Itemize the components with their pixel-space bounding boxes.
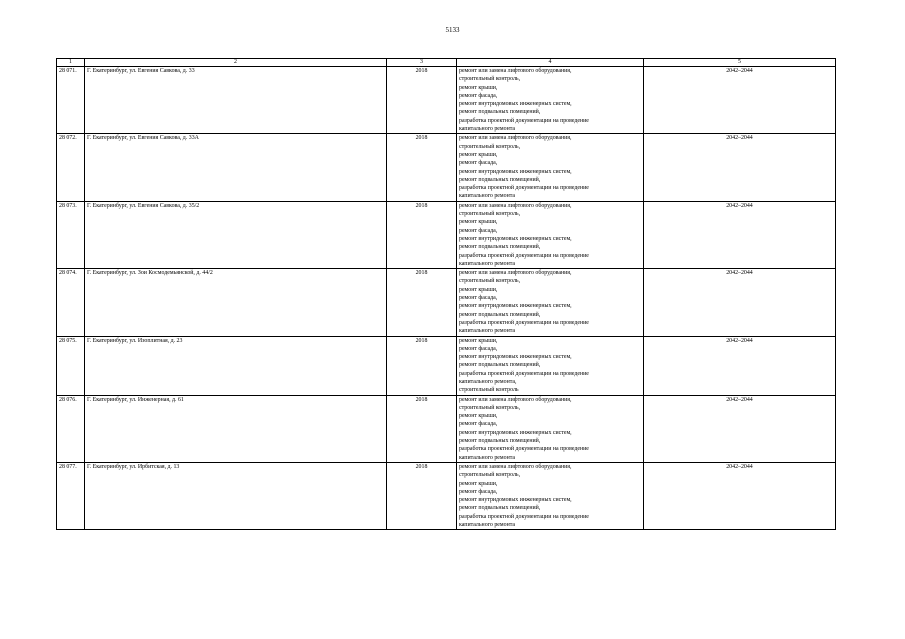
address-cell: Г. Екатеринбург, ул. Инженерная, д. 61 bbox=[85, 395, 387, 462]
year-cell: 2018 bbox=[387, 134, 457, 201]
work-item: строительный контроль, bbox=[459, 472, 521, 479]
work-item: строительный контроль, bbox=[459, 143, 521, 150]
capital-repair-table bbox=[56, 58, 836, 530]
works-cell bbox=[457, 395, 644, 462]
work-item: ремонт или замена лифтового оборудования, bbox=[459, 135, 572, 142]
table-row bbox=[57, 462, 836, 529]
work-item: разработка проектной документации на проведение bbox=[459, 185, 589, 192]
work-item: капитального ремонта bbox=[459, 193, 515, 200]
work-item: капитального ремонта bbox=[459, 522, 515, 529]
works-cell bbox=[457, 201, 644, 268]
address-cell: Г. Екатеринбург, ул. Евгения Савкова, д. 33 bbox=[85, 67, 387, 134]
work-item: разработка проектной документации на проведение bbox=[459, 252, 589, 259]
work-item: строительный контроль, bbox=[459, 211, 521, 218]
work-item: ремонт внутридомовых инженерных систем, bbox=[459, 354, 572, 361]
year-cell: 2018 bbox=[387, 336, 457, 395]
work-item: ремонт фасада, bbox=[459, 227, 498, 234]
work-item: капитального ремонта bbox=[459, 260, 515, 267]
work-item: ремонт фасада, bbox=[459, 92, 498, 99]
works-cell bbox=[457, 269, 644, 336]
work-item: строительный контроль, bbox=[459, 404, 521, 411]
work-item: разработка проектной документации на проведение bbox=[459, 513, 589, 520]
works-cell bbox=[457, 134, 644, 201]
work-item: ремонт фасада, bbox=[459, 488, 498, 495]
header-cell-3: 3 bbox=[387, 59, 457, 67]
table-row bbox=[57, 67, 836, 134]
work-item: ремонт фасада, bbox=[459, 160, 498, 167]
work-item: ремонт внутридомовых инженерных систем, bbox=[459, 497, 572, 504]
work-item: ремонт подвальных помещений, bbox=[459, 244, 541, 251]
year-cell: 2018 bbox=[387, 201, 457, 268]
period-cell: 2042–2044 bbox=[644, 269, 836, 336]
works-cell bbox=[457, 462, 644, 529]
header-cell-4: 4 bbox=[457, 59, 644, 67]
work-item: ремонт крыши, bbox=[459, 219, 498, 226]
work-item: строительный контроль, bbox=[459, 278, 521, 285]
period-cell: 2042–2044 bbox=[644, 462, 836, 529]
work-item: ремонт подвальных помещений, bbox=[459, 176, 541, 183]
work-item: ремонт внутридомовых инженерных систем, bbox=[459, 429, 572, 436]
work-item: строительный контроль bbox=[459, 387, 519, 394]
table-row bbox=[57, 201, 836, 268]
address-cell: Г. Екатеринбург, ул. Зои Космодемьянской, д. 44/2 bbox=[85, 269, 387, 336]
table-row bbox=[57, 336, 836, 395]
work-item: ремонт крыши, bbox=[459, 480, 498, 487]
work-item: ремонт внутридомовых инженерных систем, bbox=[459, 235, 572, 242]
work-item: ремонт подвальных помещений, bbox=[459, 311, 541, 318]
work-item: строительный контроль, bbox=[459, 76, 521, 83]
address-cell: Г. Екатеринбург, ул. Ирбитская, д. 13 bbox=[85, 462, 387, 529]
row-number: 28 077. bbox=[57, 462, 85, 529]
period-cell: 2042–2044 bbox=[644, 134, 836, 201]
address-cell: Г. Екатеринбург, ул. Евгения Савкова, д. 33А bbox=[85, 134, 387, 201]
work-item: разработка проектной документации на проведение bbox=[459, 117, 589, 124]
row-number: 28 075. bbox=[57, 336, 85, 395]
works-cell bbox=[457, 67, 644, 134]
header-cell-5: 5 bbox=[644, 59, 836, 67]
work-item: ремонт крыши, bbox=[459, 84, 498, 91]
work-item: ремонт фасада, bbox=[459, 295, 498, 302]
work-item: ремонт фасада, bbox=[459, 345, 498, 352]
table-row bbox=[57, 134, 836, 201]
work-item: ремонт подвальных помещений, bbox=[459, 362, 541, 369]
period-cell: 2042–2044 bbox=[644, 395, 836, 462]
period-cell: 2042–2044 bbox=[644, 67, 836, 134]
row-number: 28 071. bbox=[57, 67, 85, 134]
table-body bbox=[57, 59, 836, 530]
work-item: ремонт подвальных помещений, bbox=[459, 109, 541, 116]
work-item: капитального ремонта bbox=[459, 126, 515, 133]
work-item: ремонт внутридомовых инженерных систем, bbox=[459, 303, 572, 310]
row-number: 28 073. bbox=[57, 201, 85, 268]
header-cell-2: 2 bbox=[85, 59, 387, 67]
period-cell: 2042–2044 bbox=[644, 201, 836, 268]
year-cell: 2018 bbox=[387, 462, 457, 529]
page-number: 5133 bbox=[445, 26, 460, 34]
works-cell bbox=[457, 336, 644, 395]
table-row bbox=[57, 269, 836, 336]
table-row bbox=[57, 395, 836, 462]
work-item: капитального ремонта, bbox=[459, 378, 517, 385]
row-number: 28 072. bbox=[57, 134, 85, 201]
year-cell: 2018 bbox=[387, 269, 457, 336]
work-item: ремонт внутридомовых инженерных систем, bbox=[459, 168, 572, 175]
address-cell: Г. Екатеринбург, ул. Изоплитная, д. 23 bbox=[85, 336, 387, 395]
work-item: ремонт подвальных помещений, bbox=[459, 505, 541, 512]
work-item: ремонт или замена лифтового оборудования, bbox=[459, 270, 572, 277]
work-item: ремонт крыши, bbox=[459, 286, 498, 293]
header-cell-1: 1 bbox=[57, 59, 85, 67]
work-item: разработка проектной документации на проведение bbox=[459, 446, 589, 453]
work-item: ремонт фасада, bbox=[459, 421, 498, 428]
work-item: ремонт крыши, bbox=[459, 337, 498, 344]
work-item: разработка проектной документации на проведение bbox=[459, 370, 589, 377]
address-cell: Г. Екатеринбург, ул. Евгения Савкова, д. 35/2 bbox=[85, 201, 387, 268]
work-item: ремонт или замена лифтового оборудования, bbox=[459, 396, 572, 403]
work-item: ремонт или замена лифтового оборудования, bbox=[459, 68, 572, 74]
year-cell: 2018 bbox=[387, 395, 457, 462]
work-item: ремонт крыши, bbox=[459, 151, 498, 158]
work-item: ремонт или замена лифтового оборудования, bbox=[459, 463, 572, 470]
work-item: капитального ремонта bbox=[459, 328, 515, 335]
work-item: разработка проектной документации на проведение bbox=[459, 319, 589, 326]
work-item: ремонт подвальных помещений, bbox=[459, 438, 541, 445]
year-cell: 2018 bbox=[387, 67, 457, 134]
row-number: 28 074. bbox=[57, 269, 85, 336]
row-number: 28 076. bbox=[57, 395, 85, 462]
work-item: капитального ремонта bbox=[459, 454, 515, 461]
work-item: ремонт крыши, bbox=[459, 413, 498, 420]
work-item: ремонт или замена лифтового оборудования, bbox=[459, 202, 572, 209]
period-cell: 2042–2044 bbox=[644, 336, 836, 395]
header-row bbox=[57, 59, 836, 67]
work-item: ремонт внутридомовых инженерных систем, bbox=[459, 101, 572, 108]
